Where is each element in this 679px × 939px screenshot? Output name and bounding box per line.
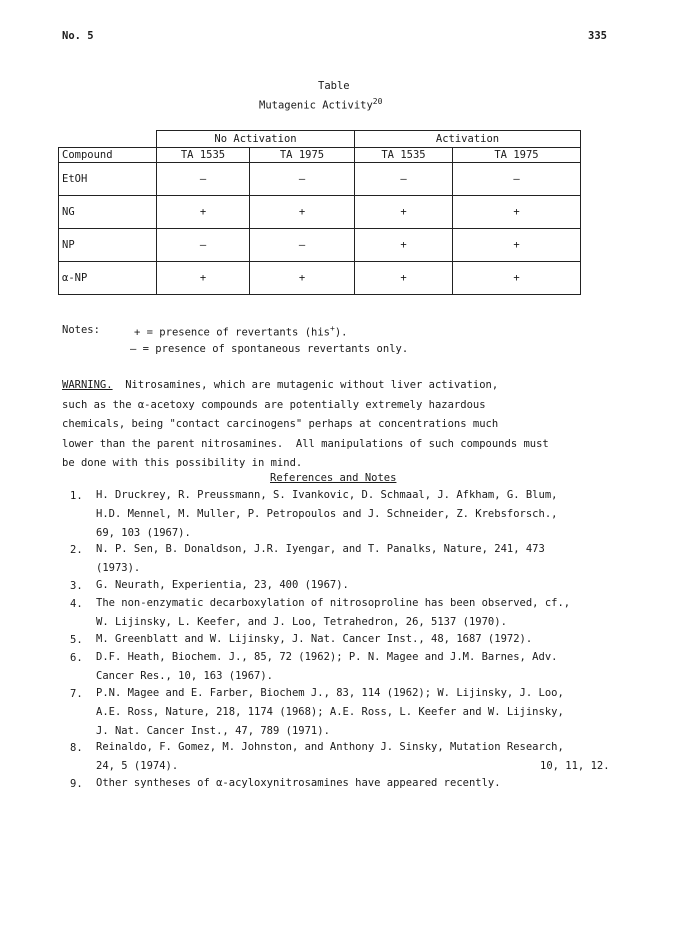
table-row <box>59 162 581 195</box>
warning-line: Nitrosamines, which are mutagenic without liver activation, <box>112 379 499 391</box>
ref-9-citations: 10, 11, 12. <box>540 760 610 772</box>
ref-number: 6. <box>70 652 83 664</box>
value-cell: + <box>157 261 250 294</box>
warning-line: chemicals, being "contact carcinogens" perhaps at concentrations much <box>62 418 499 431</box>
column-header-compound: Compound <box>59 147 157 162</box>
table-row <box>59 261 581 294</box>
table-group-header-row <box>59 131 581 148</box>
compound-cell: NP <box>59 228 157 261</box>
ref-number: 1. <box>70 490 83 502</box>
ref-item <box>96 486 557 543</box>
note-symbol: — <box>130 343 137 355</box>
value-cell: — <box>157 162 250 195</box>
value-cell: + <box>157 195 250 228</box>
ref-item <box>96 630 532 649</box>
value-cell: + <box>453 228 581 261</box>
value-cell: + <box>453 261 581 294</box>
ref-line: H.D. Mennel, M. Muller, P. Petropoulos and J. Schneider, Z. Krebsforsch., <box>96 508 558 520</box>
compound-cell: α-NP <box>59 261 157 294</box>
ref-number: 2. <box>70 544 83 556</box>
compound-cell: NG <box>59 195 157 228</box>
warning-line: lower than the parent nitrosamines. All manipulations of such compounds must <box>62 437 549 450</box>
ref-line: The non-enzymatic decarboxylation of nitrosoproline has been observed, cf., <box>96 597 571 609</box>
value-cell: + <box>453 195 581 228</box>
page-number: 335 <box>588 30 607 42</box>
table-row <box>59 195 581 228</box>
ref-number: 8. <box>70 742 83 754</box>
ref-item <box>96 594 570 632</box>
table-column-header-row <box>59 147 581 162</box>
note-text: = presence of revertants (his <box>146 326 330 339</box>
note-sup: + <box>329 324 335 333</box>
warning-line: be done with this possibility in mind. <box>62 457 303 470</box>
issue-label: No. 5 <box>62 30 94 42</box>
ref-line: D.F. Heath, Biochem. J., 85, 72 (1962); P. N. Magee and J.M. Barnes, Adv. <box>96 651 558 663</box>
ref-line: Other syntheses of α-acyloxynitrosamines have appeared recently. <box>96 777 501 789</box>
column-header: TA 1975 <box>250 147 355 162</box>
ref-line: 24, 5 (1974). <box>96 760 179 772</box>
ref-line: A.E. Ross, Nature, 218, 1174 (1968); A.E. Ross, L. Keefer and W. Lijinsky, <box>96 706 564 718</box>
column-header: TA 1535 <box>157 147 250 162</box>
value-cell: + <box>355 195 453 228</box>
table-title <box>259 97 382 112</box>
ref-line: 69, 103 (1967). <box>96 527 191 539</box>
ref-item <box>96 648 557 686</box>
ref-line: J. Nat. Cancer Inst., 47, 789 (1971). <box>96 725 330 737</box>
ref-number: 3. <box>70 580 83 592</box>
ref-item <box>96 540 545 578</box>
ref-number: 7. <box>70 688 83 700</box>
mutagenic-activity-table <box>58 130 581 295</box>
ref-line: (1973). <box>96 562 141 574</box>
warning-paragraph <box>62 376 549 474</box>
note-line <box>134 324 347 339</box>
ref-line: Cancer Res., 10, 163 (1967). <box>96 670 274 682</box>
ref-line: P.N. Magee and E. Farber, Biochem J., 83, 114 (1962); W. Lijinsky, J. Loo, <box>96 687 564 699</box>
value-cell: — <box>355 162 453 195</box>
ref-number: 9. <box>70 778 83 790</box>
ref-line: W. Lijinsky, L. Keefer, and J. Loo, Tetrahedron, 26, 5137 (1970). <box>96 616 507 628</box>
value-cell: + <box>355 261 453 294</box>
table-row <box>59 228 581 261</box>
warning-line: such as the α-acetoxy compounds are potentially extremely hazardous <box>62 398 486 411</box>
references-heading: References and Notes <box>270 472 397 484</box>
ref-number: 5. <box>70 634 83 646</box>
table-title-ref: 20 <box>372 97 383 106</box>
value-cell: — <box>250 228 355 261</box>
table-caption: Table <box>318 80 350 92</box>
ref-item <box>96 576 349 595</box>
ref-line: N. P. Sen, B. Donaldson, J.R. Iyengar, and T. Panalks, Nature, 241, 473 <box>96 543 545 555</box>
compound-cell: EtOH <box>59 162 157 195</box>
ref-line: Reinaldo, F. Gomez, M. Johnston, and Anthony J. Sinsky, Mutation Research, <box>96 741 564 753</box>
group-header-no-activation: No Activation <box>157 131 355 148</box>
value-cell: — <box>453 162 581 195</box>
ref-line: G. Neurath, Experientia, 23, 400 (1967). <box>96 579 349 591</box>
notes-label: Notes: <box>62 324 100 336</box>
ref-item <box>96 684 564 741</box>
column-header: TA 1975 <box>453 147 581 162</box>
value-cell: — <box>250 162 355 195</box>
table-title-text: Mutagenic Activity <box>259 99 373 112</box>
note-line <box>130 343 408 355</box>
value-cell: + <box>250 261 355 294</box>
ref-item <box>96 738 564 776</box>
group-header-activation: Activation <box>355 131 581 148</box>
value-cell: — <box>157 228 250 261</box>
column-header: TA 1535 <box>355 147 453 162</box>
ref-line: H. Druckrey, R. Preussmann, S. Ivankovic, D. Schmaal, J. Afkham, G. Blum, <box>96 489 558 501</box>
ref-line: M. Greenblatt and W. Lijinsky, J. Nat. Cancer Inst., 48, 1687 (1972). <box>96 633 533 645</box>
ref-item <box>96 774 501 793</box>
note-end: ). <box>334 326 348 339</box>
value-cell: + <box>250 195 355 228</box>
value-cell: + <box>355 228 453 261</box>
warning-label: WARNING. <box>62 379 113 391</box>
note-symbol: + <box>134 326 141 339</box>
note-text: = presence of spontaneous revertants only. <box>142 343 409 355</box>
ref-number: 4. <box>70 598 83 610</box>
table-corner <box>59 131 157 148</box>
